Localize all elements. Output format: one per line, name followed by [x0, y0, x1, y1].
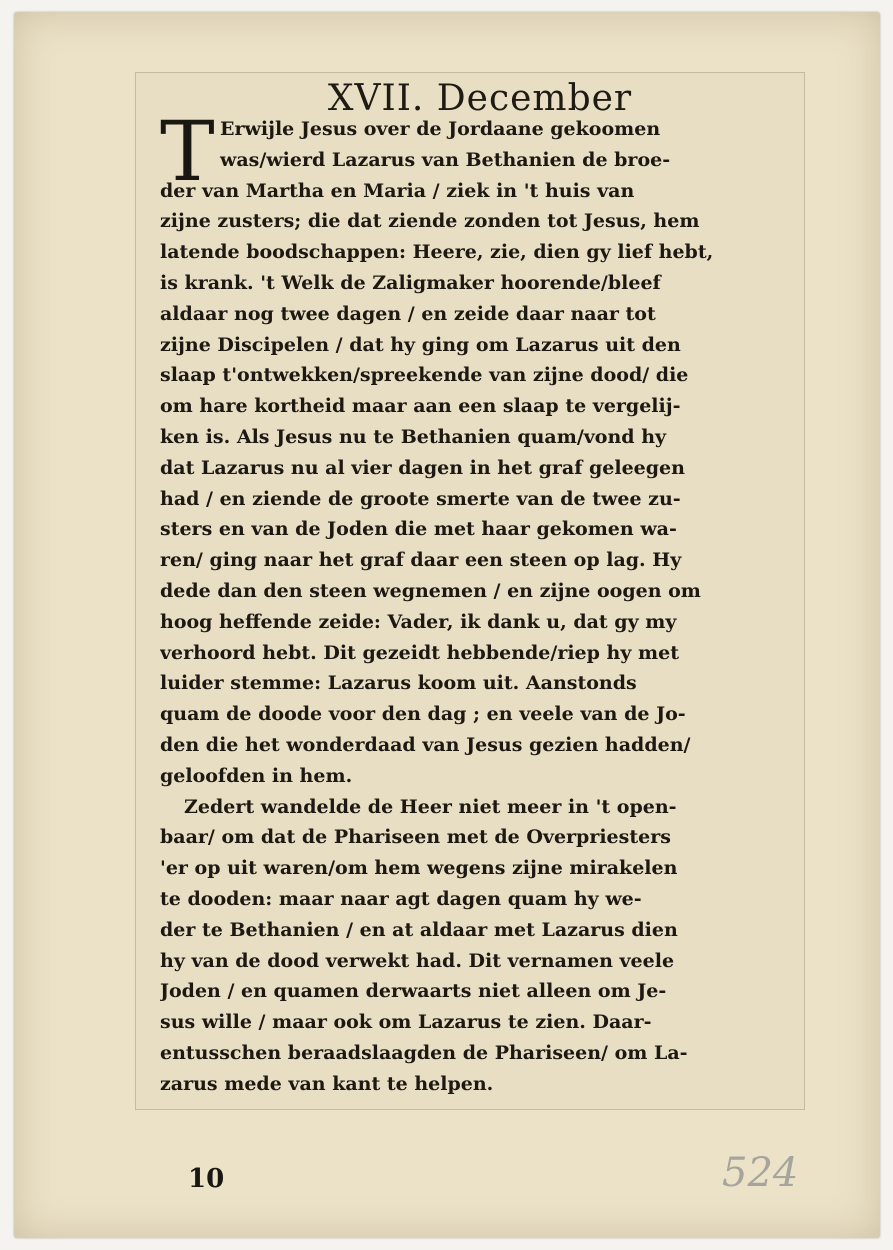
text-line: om hare kortheid maar aan een slaap te vergelij-	[160, 395, 681, 418]
text-line: luider stemme: Lazarus koom uit. Aanstonds	[160, 672, 637, 695]
text-line: quam de doode voor den dag ; en veele van de Jo-	[160, 703, 686, 726]
page-title: XVII. December	[327, 78, 633, 119]
text-line: baar/ om dat de Phariseen met de Overpriesters	[160, 826, 671, 849]
text-line: was/wierd Lazarus van Bethanien de broe-	[220, 148, 671, 171]
text-line: dede dan den steen wegnemen / en zijne oogen om	[160, 579, 701, 602]
text-line: ren/ ging naar het graf daar een steen op lag. Hy	[160, 549, 682, 572]
text-line: Erwijle Jesus over de Jordaane gekoomen	[220, 118, 661, 140]
text-line: aldaar nog twee dagen / en zeide daar naar tot	[160, 302, 656, 325]
text-line: sus wille / maar ook om Lazarus te zien. Daar-	[160, 1011, 652, 1034]
text-line: ken is. Als Jesus nu te Bethanien quam/vond hy	[160, 425, 667, 448]
text-line: zijne Discipelen / dat hy ging om Lazarus uit den	[160, 333, 681, 356]
text-line: hy van de dood verwekt had. Dit vernamen veele	[160, 949, 675, 972]
text-line: Zedert wandelde de Heer niet meer in 't open-	[184, 795, 677, 818]
text-line: is krank. 't Welk de Zaligmaker hoorende/bleef	[160, 271, 661, 294]
body-text	[160, 105, 792, 1100]
pencil-inventory-number: 524	[722, 1150, 799, 1196]
text-line: verhoord hebt. Dit gezeidt hebbende/riep hy met	[160, 641, 679, 664]
text-line: sters en van de Joden die met haar gekomen wa-	[160, 518, 677, 541]
text-line: latende boodschappen: Heere, zie, dien gy lief hebt,	[160, 241, 714, 264]
text-line: der te Bethanien / en at aldaar met Lazarus dien	[160, 918, 678, 941]
text-line: zarus mede van kant te helpen.	[160, 1072, 494, 1095]
text-line: der van Martha en Maria / ziek in 't huis van	[160, 179, 635, 202]
folio-number: 10	[188, 1164, 225, 1194]
text-line: Joden / en quamen derwaarts niet alleen om Je-	[160, 980, 667, 1003]
text-line: had / en ziende de groote smerte van de twee zu-	[160, 487, 681, 510]
text-line: geloofden in hem.	[160, 764, 353, 787]
text-line: zijne zusters; die dat ziende zonden tot Jesus, hem	[160, 210, 700, 233]
text-line: dat Lazarus nu al vier dagen in het graf geleegen	[160, 456, 685, 479]
text-line: entusschen beraadslaagden de Phariseen/ om La-	[160, 1041, 688, 1064]
text-line: hoog heffende zeide: Vader, ik dank u, dat gy my	[160, 610, 677, 633]
drop-initial: T	[160, 105, 215, 200]
text-line: slaap t'ontwekken/spreekende van zijne dood/ die	[160, 364, 689, 387]
text-line: te dooden: maar naar agt dagen quam hy we-	[160, 887, 642, 910]
text-line: 'er op uit waren/om hem wegens zijne mirakelen	[160, 857, 678, 880]
text-line: den die het wonderdaad van Jesus gezien hadden/	[160, 733, 691, 756]
